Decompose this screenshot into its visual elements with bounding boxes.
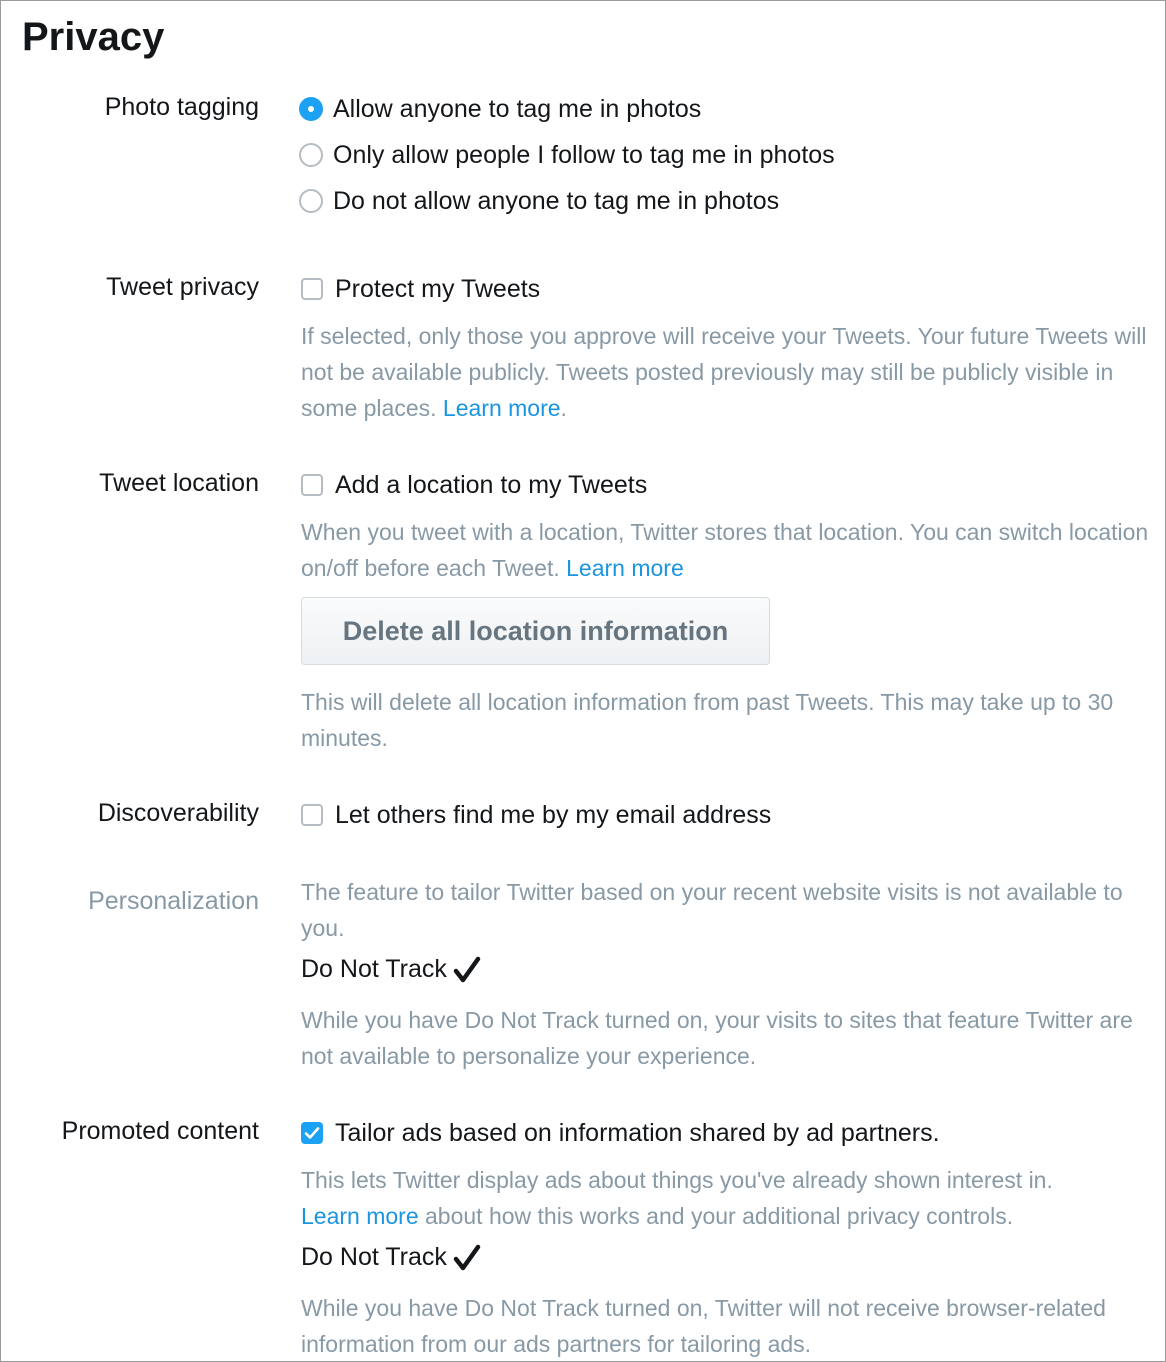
checkbox-label: Add a location to my Tweets [335, 470, 648, 499]
do-not-track-status [301, 955, 481, 984]
add-location-checkbox[interactable] [299, 469, 647, 501]
help-text: When you tweet with a location, Twitter stores that location. You can switch location on/off before each Tweet. [301, 519, 1149, 581]
promoted-content-help [301, 1162, 1151, 1234]
tailor-ads-checkbox[interactable] [299, 1117, 940, 1149]
do-not-track-status [301, 1243, 481, 1272]
delete-location-button[interactable]: Delete all location information [301, 597, 770, 665]
help-text: This lets Twitter display ads about things you've already shown interest in. [301, 1167, 1053, 1193]
checkmark-icon [453, 956, 481, 984]
help-suffix: about how this works and your additional privacy controls. [425, 1203, 1014, 1229]
do-not-track-label: Do Not Track [301, 1243, 447, 1271]
delete-location-help: This will delete all location information from past Tweets. This may take up to 30 minutes. [301, 689, 1114, 751]
promoted-content-label: Promoted content [61, 1117, 259, 1145]
checkbox-checked-icon[interactable] [301, 1122, 323, 1144]
discoverability-label: Discoverability [97, 799, 259, 827]
radio-allow-anyone[interactable] [299, 93, 701, 125]
learn-more-link[interactable]: Learn more [301, 1203, 419, 1229]
radio-only-following[interactable] [299, 139, 835, 171]
radio-label: Allow anyone to tag me in photos [333, 94, 702, 123]
page-title: Privacy [22, 15, 165, 59]
personalization-help: The feature to tailor Twitter based on your recent website visits is not available to you. [301, 879, 1123, 941]
checkbox-label: Let others find me by my email address [335, 800, 772, 829]
radio-label: Do not allow anyone to tag me in photos [333, 186, 780, 215]
checkbox-label: Protect my Tweets [335, 274, 541, 303]
protect-tweets-checkbox[interactable] [299, 273, 540, 305]
personalization-label: Personalization [88, 887, 259, 915]
tweet-privacy-label: Tweet privacy [106, 273, 259, 301]
help-text: If selected, only those you approve will receive your Tweets. Your future Tweets will not be available publicly. Tweets posted previously may still be publicly visible in some places. [301, 323, 1147, 421]
radio-do-not-allow[interactable] [299, 185, 779, 217]
radio-checked-icon[interactable] [299, 97, 323, 121]
learn-more-link[interactable]: Learn more [566, 555, 684, 581]
tweet-location-label: Tweet location [99, 469, 259, 497]
radio-unchecked-icon[interactable] [299, 143, 323, 167]
learn-more-link[interactable]: Learn more [442, 395, 561, 421]
checkbox-unchecked-icon[interactable] [301, 804, 323, 826]
checkbox-unchecked-icon[interactable] [301, 474, 323, 496]
radio-unchecked-icon[interactable] [299, 189, 323, 213]
email-discoverability-checkbox[interactable] [299, 799, 771, 831]
personalization-dnt-help: While you have Do Not Track turned on, your visits to sites that feature Twitter are not available to personalize your experience. [301, 1007, 1133, 1069]
radio-label: Only allow people I follow to tag me in photos [333, 140, 835, 169]
checkmark-icon [453, 1244, 481, 1272]
tweet-privacy-help [301, 318, 1151, 426]
photo-tagging-label: Photo tagging [104, 93, 259, 121]
checkbox-label: Tailor ads based on information shared by ad partners. [335, 1118, 940, 1147]
do-not-track-label: Do Not Track [301, 955, 447, 983]
tweet-location-help [301, 514, 1151, 586]
promoted-dnt-help: While you have Do Not Track turned on, Twitter will not receive browser-related information from our ads partners for tailoring ads. [301, 1295, 1106, 1357]
checkbox-unchecked-icon[interactable] [301, 278, 323, 300]
help-suffix: . [560, 395, 567, 421]
